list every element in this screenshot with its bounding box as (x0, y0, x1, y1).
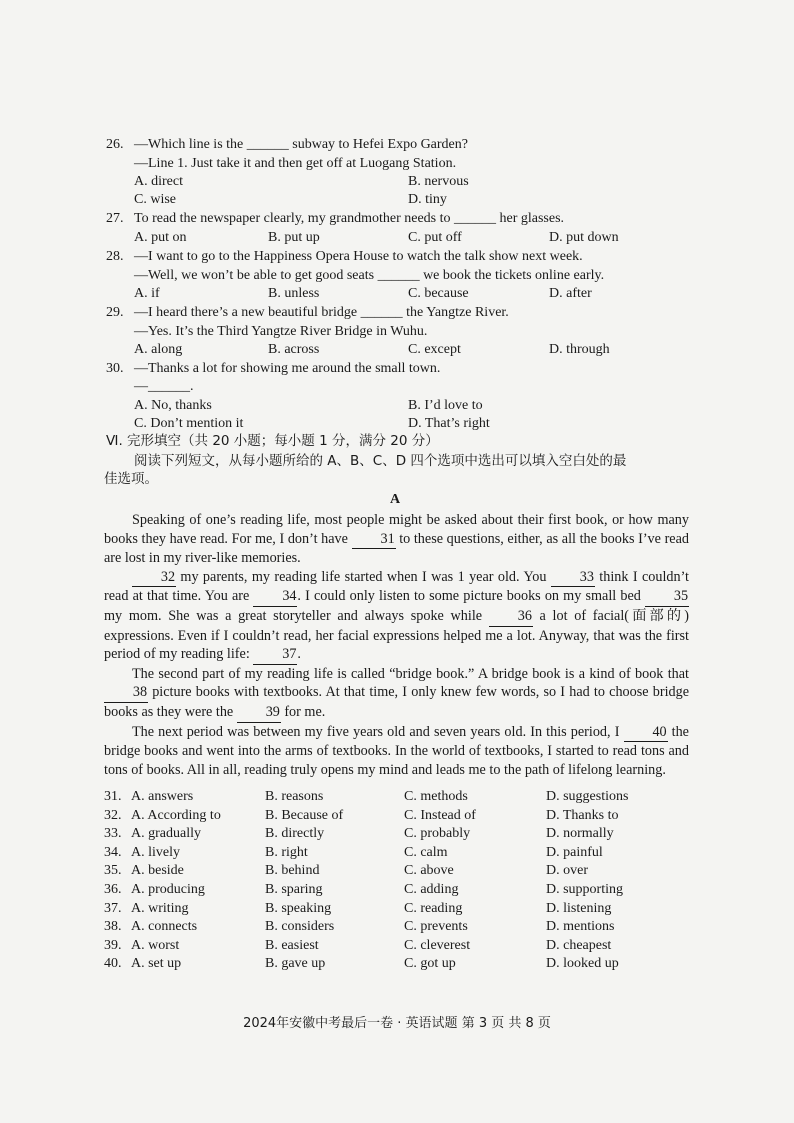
question-number: 27. (106, 211, 124, 226)
cloze-option: C. adding (404, 882, 459, 897)
answer-blank: ______ (360, 305, 403, 320)
option: A. put on (134, 230, 187, 245)
option-row-number: 32. (104, 807, 122, 823)
cloze-blank: 37 (253, 645, 297, 665)
cloze-option: D. painful (546, 844, 603, 860)
section-instruction-cont: 佳选项。 (104, 471, 158, 487)
cloze-blank: 39 (237, 703, 281, 723)
cloze-blank: 36 (489, 607, 533, 627)
option: D. tiny (408, 192, 447, 207)
option: B. I’d love to (408, 398, 483, 413)
cloze-option: D. looked up (546, 956, 619, 972)
cloze-option: C. above (404, 863, 454, 879)
cloze-option: B. Because of (265, 807, 344, 823)
paragraph: The second part of my reading life is called “bridge book.” A bridge book is a kind of book that 38 picture books with textbooks. At that time, I only knew few words, so I had to choose bridge books as they were the 39 for me. (104, 665, 689, 723)
cloze-option: A. lively (131, 844, 180, 860)
cloze-blank: 34 (253, 587, 297, 607)
cloze-option: D. mentions (546, 919, 615, 935)
cloze-option: B. behind (265, 863, 320, 879)
question-line: —Line 1. Just take it and then get off at Luogang Station. (134, 156, 457, 171)
cloze-option: A. set up (131, 956, 182, 972)
question-number: 30. (106, 361, 124, 376)
cloze-option: C. reading (404, 900, 463, 916)
option-row-number: 37. (104, 900, 122, 916)
paragraph: The next period was between my five years old and seven years old. In this period, I 40 the bridge books and went into the arms of textbooks. In the world of textbooks, I started to read tons and tons of books. All in all, reading truly opens my mind and leads me to the path of lifelong learning. (104, 723, 689, 778)
answer-blank: ______ (148, 379, 190, 394)
cloze-option: C. cleverest (404, 937, 471, 953)
cloze-option: B. right (265, 844, 308, 860)
section-title: Ⅵ. 完形填空（共 20 小题；每小题 1 分，满分 20 分） (106, 433, 439, 449)
cloze-blank: 38 (104, 683, 148, 703)
option: A. No, thanks (134, 398, 212, 413)
option: D. after (549, 286, 592, 301)
question-line: —Yes. It’s the Third Yangtze River Bridge in Wuhu. (134, 324, 428, 339)
option: C. because (408, 286, 469, 301)
option: D. through (549, 342, 610, 357)
cloze-option: C. calm (404, 844, 448, 860)
cloze-blank: 33 (551, 568, 595, 588)
cloze-passage (104, 511, 689, 779)
option: C. put off (408, 230, 462, 245)
cloze-option: A. worst (131, 937, 180, 953)
cloze-option: B. speaking (265, 900, 332, 916)
option-row-number: 36. (104, 882, 122, 897)
cloze-option: B. directly (265, 826, 325, 842)
question-number: 29. (106, 305, 124, 320)
option: B. put up (268, 230, 320, 245)
paragraph: Speaking of one’s reading life, most people might be asked about their first book, or how many books they have read. For me, I don’t have 31 to these questions, either, as all the books I’ve read are lost in my river-like memories. (104, 512, 689, 567)
cloze-blank: 32 (132, 568, 176, 588)
option: A. if (134, 286, 160, 301)
option-row-number: 40. (104, 956, 122, 972)
option-row-number: 38. (104, 919, 122, 935)
option: B. across (268, 342, 320, 357)
cloze-option: D. suggestions (546, 789, 629, 804)
option: D. put down (549, 230, 619, 245)
option: A. along (134, 342, 183, 357)
question-stem: —Thanks a lot for showing me around the small town. (134, 361, 441, 376)
cloze-option: A. According to (131, 807, 221, 823)
option: C. Don’t mention it (134, 416, 244, 431)
cloze-option: D. normally (546, 826, 614, 842)
page-footer: 2024年安徽中考最后一卷 · 英语试题 第 3 页 共 8 页 (243, 1016, 551, 1031)
cloze-option: D. supporting (546, 882, 623, 897)
cloze-option: A. beside (131, 863, 184, 879)
answer-blank: ______ (454, 211, 496, 226)
paragraph: 32 my parents, my reading life started when I was 1 year old. You 33 think I couldn’t read at that time. You are 34. I could only listen to some picture books on my small bed 35 my mom. She was a great storyteller and always spoke while 36 a lot of facial(面部的) expressions. Even if I couldn’t read, her facial expressions helped me a lot. Anyway, that was the first period of my reading life: 37. (104, 568, 689, 665)
cloze-option: C. probably (404, 826, 471, 842)
cloze-option: D. over (546, 863, 588, 879)
cloze-option: B. gave up (265, 956, 326, 972)
cloze-option: D. listening (546, 900, 612, 916)
option: A. direct (134, 174, 183, 189)
cloze-blank: 35 (645, 587, 689, 607)
cloze-option: A. connects (131, 919, 198, 935)
cloze-option: C. methods (404, 789, 468, 804)
cloze-option: A. gradually (131, 826, 201, 842)
question-line: —______. (134, 379, 194, 394)
option-row-number: 33. (104, 826, 122, 842)
cloze-option: C. got up (404, 956, 456, 972)
option-row-number: 35. (104, 863, 122, 879)
answer-blank: ______ (246, 137, 289, 152)
question-stem: —I heard there’s a new beautiful bridge ______ the Yangtze River. (134, 305, 509, 320)
option: C. wise (134, 192, 176, 207)
cloze-option: A. answers (131, 789, 194, 804)
question-number: 28. (106, 249, 124, 264)
section-instruction: 阅读下列短文，从每小题所给的 A、B、C、D 四个选项中选出可以填入空白处的最 (134, 453, 627, 469)
option-row-number: 31. (104, 789, 122, 804)
cloze-option: D. cheapest (546, 937, 612, 953)
cloze-option: B. sparing (265, 882, 323, 897)
cloze-option: B. considers (265, 919, 335, 935)
cloze-blank: 40 (624, 723, 668, 743)
option: B. nervous (408, 174, 469, 189)
cloze-blank: 31 (352, 530, 396, 550)
option: C. except (408, 342, 461, 357)
cloze-option: A. producing (131, 882, 205, 897)
answer-blank: ______ (377, 268, 420, 283)
question-number: 26. (106, 137, 124, 152)
option: B. unless (268, 286, 320, 301)
cloze-option: A. writing (131, 900, 189, 916)
option-row-number: 34. (104, 844, 122, 860)
cloze-option: C. Instead of (404, 807, 476, 823)
cloze-option: C. prevents (404, 919, 468, 935)
cloze-option: D. Thanks to (546, 807, 619, 823)
option: D. That’s right (408, 416, 490, 431)
cloze-option: B. reasons (265, 789, 324, 804)
question-stem: To read the newspaper clearly, my grandmother needs to ______ her glasses. (134, 211, 565, 226)
cloze-option: B. easiest (265, 937, 319, 953)
question-stem: —I want to go to the Happiness Opera House to watch the talk show next week. (134, 249, 583, 264)
passage-label: A (390, 492, 401, 507)
option-row-number: 39. (104, 937, 122, 953)
question-line: —Well, we won’t be able to get good seats ______ we book the tickets online early. (134, 268, 605, 283)
question-stem: —Which line is the ______ subway to Hefei Expo Garden? (134, 137, 468, 152)
